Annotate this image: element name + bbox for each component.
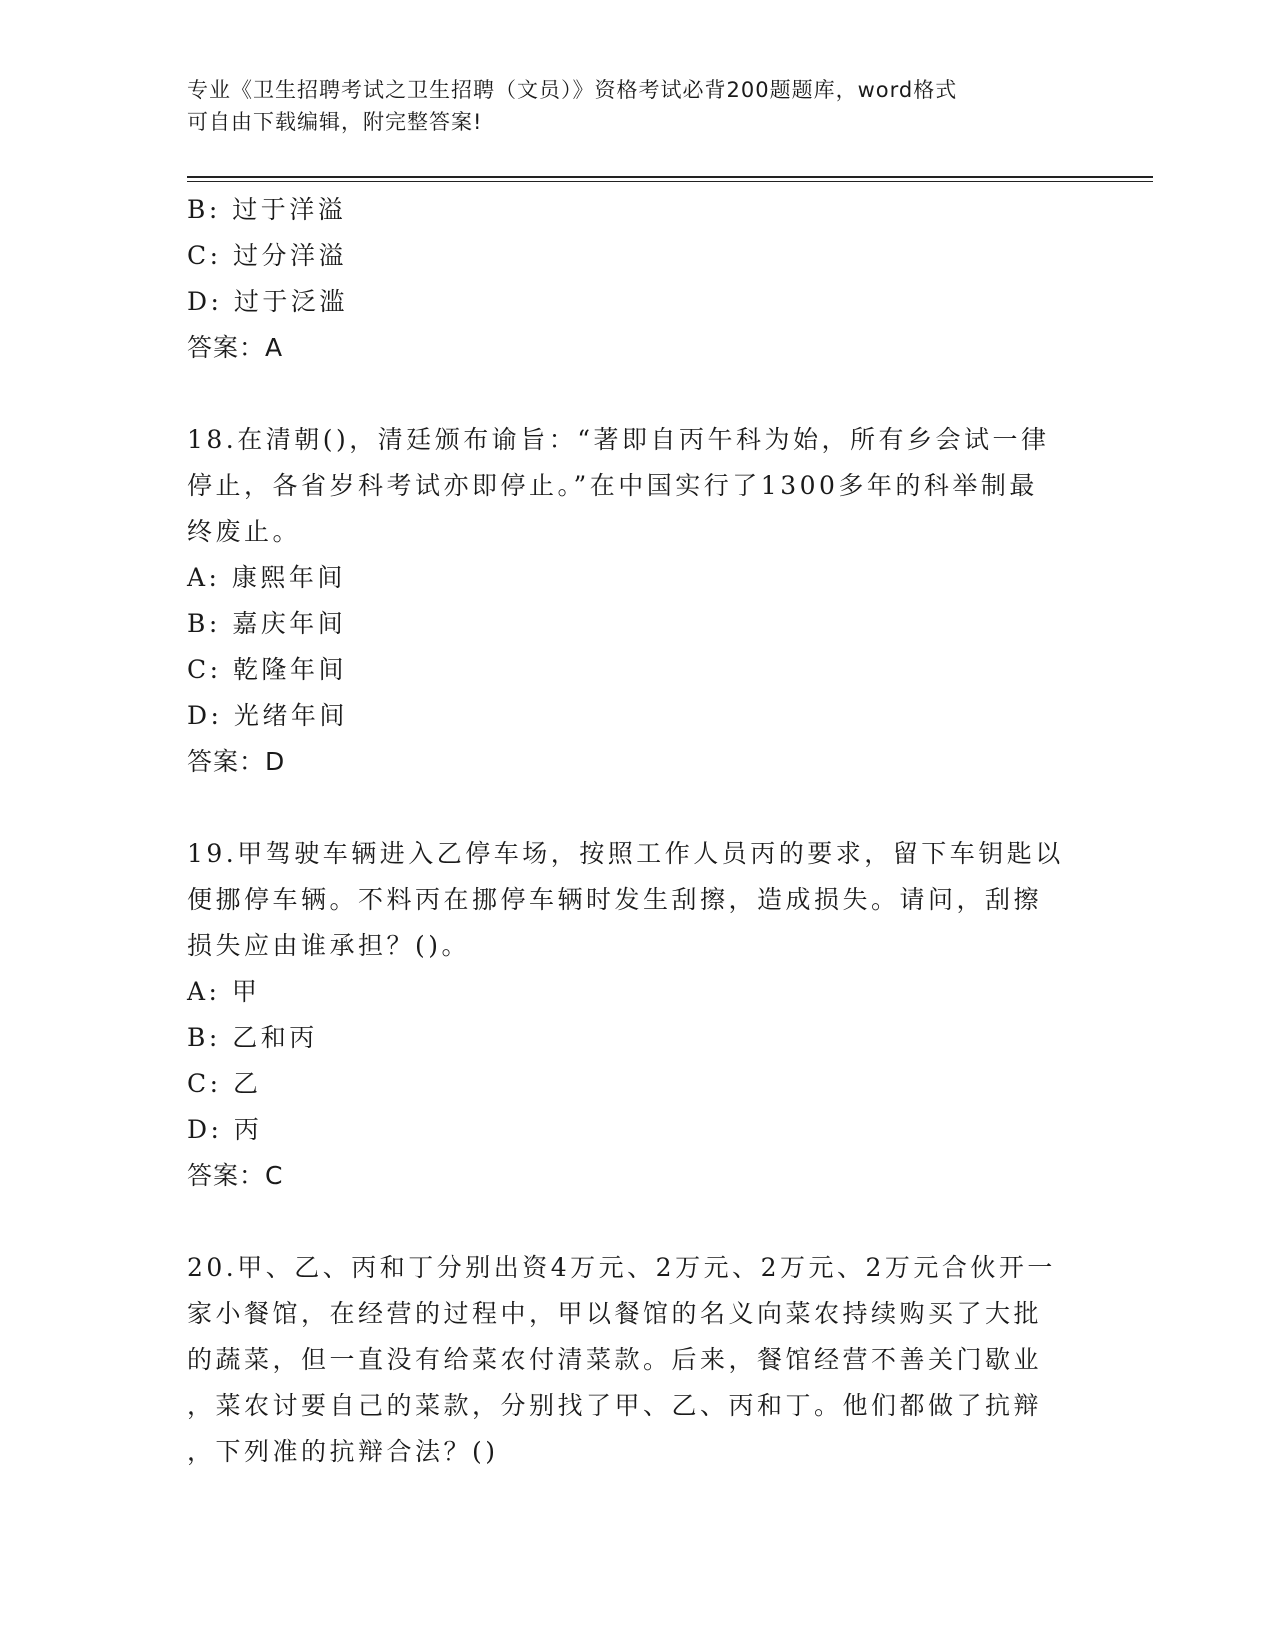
option-c: C: 乾隆年间 bbox=[187, 655, 347, 684]
stem-line: 终废止。 bbox=[187, 517, 302, 546]
stem-line: 损失应由谁承担？()。 bbox=[187, 931, 471, 960]
spacer bbox=[187, 785, 1087, 831]
option-b: B: 过于洋溢 bbox=[187, 195, 347, 224]
header-line-2: 可自由下载编辑，附完整答案! bbox=[187, 110, 483, 134]
option-d: D: 光绪年间 bbox=[187, 701, 348, 730]
header-divider-thin bbox=[187, 181, 1153, 182]
spacer bbox=[187, 1199, 1087, 1245]
question-20 bbox=[187, 1245, 1087, 1475]
stem-line: 便挪停车辆。不料丙在挪停车辆时发生刮擦，造成损失。请问，刮擦 bbox=[187, 885, 1043, 914]
question-stem bbox=[187, 1245, 1087, 1475]
question-content bbox=[187, 187, 1087, 1475]
stem-line: 家小餐馆，在经营的过程中，甲以餐馆的名义向菜农持续购买了大批 bbox=[187, 1299, 1043, 1328]
option-a: A: 甲 bbox=[187, 977, 261, 1006]
question-17 bbox=[187, 187, 1087, 371]
answer-line: 答案：A bbox=[187, 333, 284, 362]
option-c: C: 乙 bbox=[187, 1069, 262, 1098]
question-stem bbox=[187, 831, 1087, 969]
header-line-1: 专业《卫生招聘考试之卫生招聘（文员）》资格考试必背200题题库，word格式 bbox=[187, 78, 958, 102]
answer-line: 答案：D bbox=[187, 747, 286, 776]
answer-line: 答案：C bbox=[187, 1161, 284, 1190]
stem-line: 19.甲驾驶车辆进入乙停车场，按照工作人员丙的要求，留下车钥匙以 bbox=[187, 839, 1064, 868]
stem-line: ，菜农讨要自己的菜款，分别找了甲、乙、丙和丁。他们都做了抗辩 bbox=[187, 1391, 1043, 1420]
stem-line: 停止，各省岁科考试亦即停止。”在中国实行了1300多年的科举制最 bbox=[187, 471, 1038, 500]
stem-line: 的蔬菜，但一直没有给菜农付清菜款。后来，餐馆经营不善关门歇业 bbox=[187, 1345, 1043, 1374]
option-b: B: 嘉庆年间 bbox=[187, 609, 347, 638]
stem-line: 20.甲、乙、丙和丁分别出资4万元、2万元、2万元、2万元合伙开一 bbox=[187, 1253, 1056, 1282]
option-d: D: 过于泛滥 bbox=[187, 287, 348, 316]
spacer bbox=[187, 371, 1087, 417]
question-18 bbox=[187, 417, 1087, 785]
option-a: A: 康熙年间 bbox=[187, 563, 346, 592]
option-c: C: 过分洋溢 bbox=[187, 241, 347, 270]
option-d: D: 丙 bbox=[187, 1115, 263, 1144]
stem-line: ，下列准的抗辩合法？() bbox=[187, 1437, 499, 1466]
document-header bbox=[187, 74, 1067, 138]
header-divider-thick bbox=[187, 176, 1153, 178]
question-19 bbox=[187, 831, 1087, 1199]
stem-line: 18.在清朝()，清廷颁布谕旨：“著即自丙午科为始，所有乡会试一律 bbox=[187, 425, 1050, 454]
question-stem bbox=[187, 417, 1087, 555]
option-b: B: 乙和丙 bbox=[187, 1023, 318, 1052]
